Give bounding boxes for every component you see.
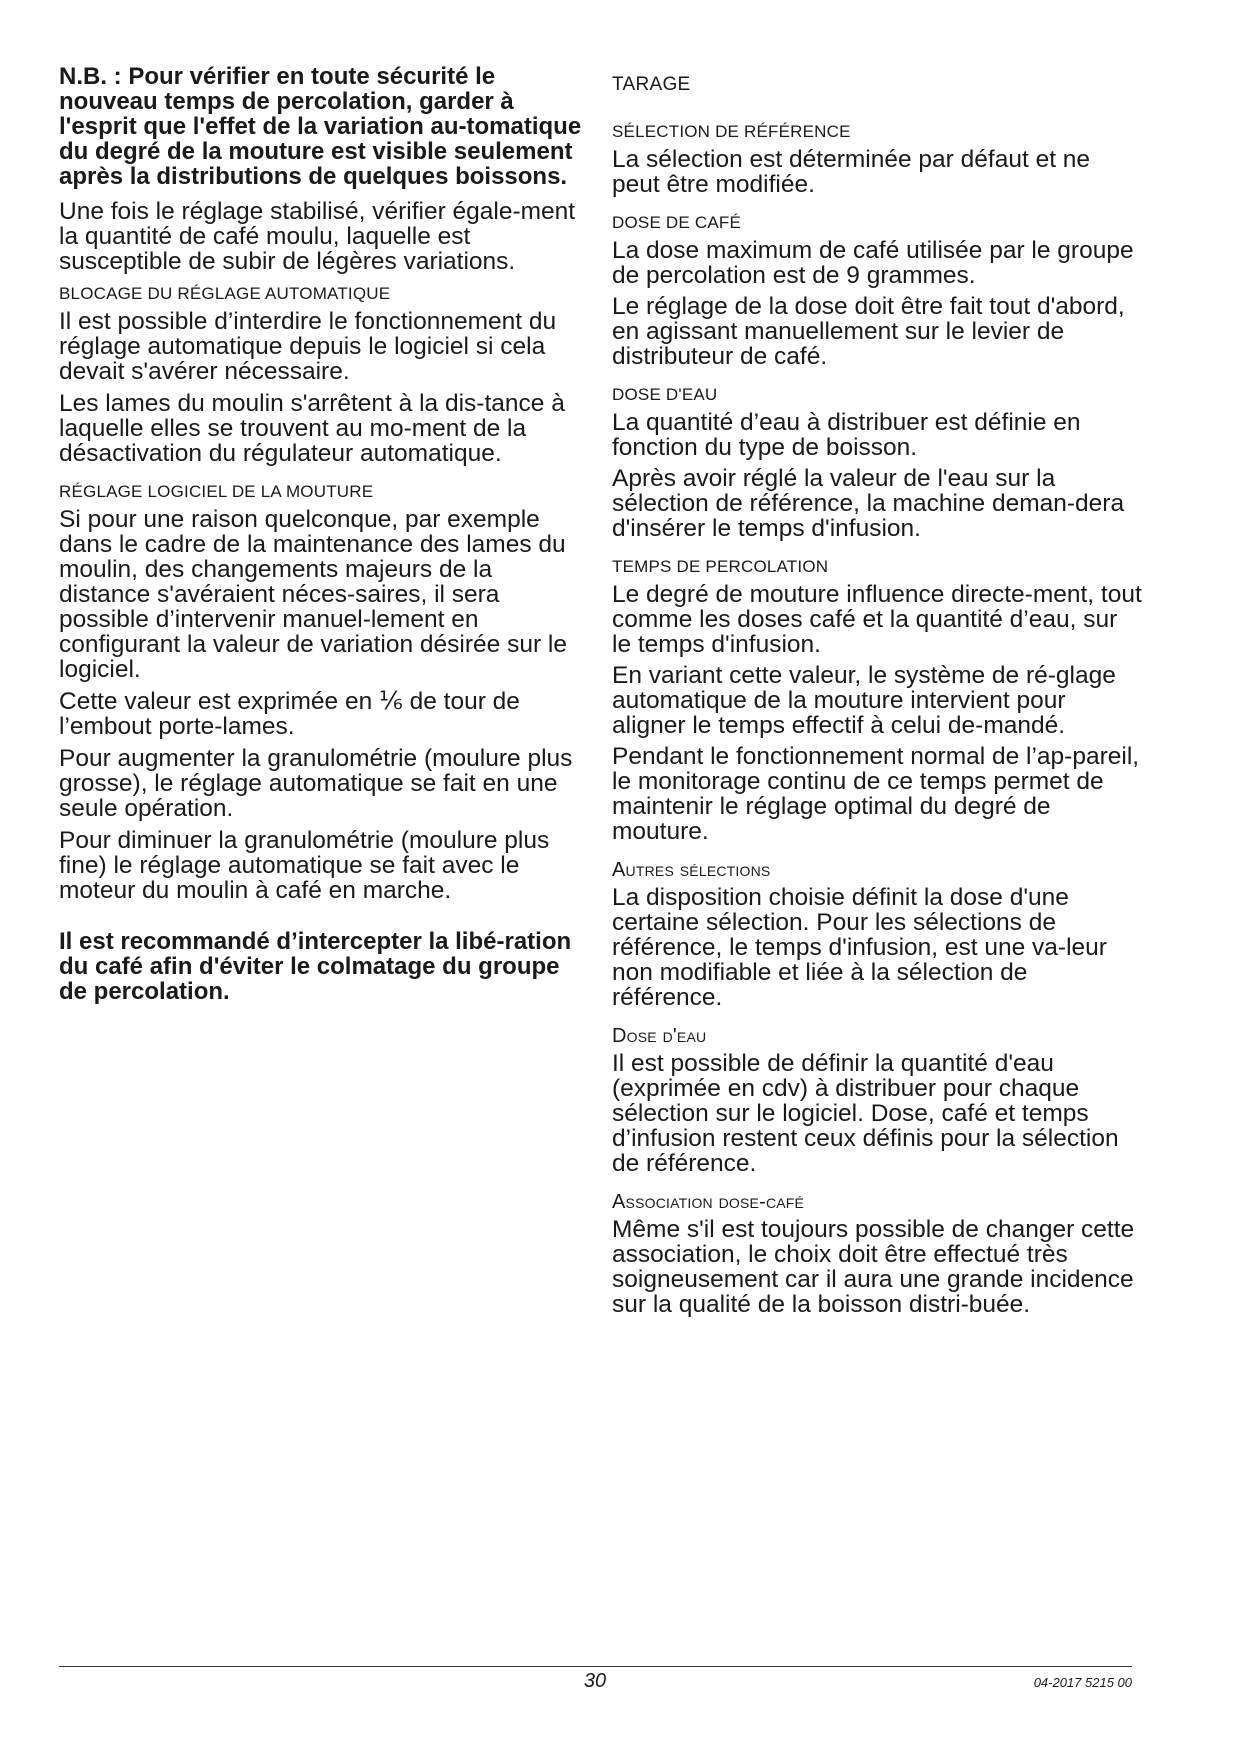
paragraph: Les lames du moulin s'arrêtent à la dis-tance à laquelle elles se trouvent au mo-ment de la désactivation du régulateur automatique. — [59, 390, 565, 467]
paragraph: Pour diminuer la granulométrie (moulure plus fine) le réglage automatique se fait avec le moteur du moulin à café en marche. — [59, 827, 550, 904]
left-column — [59, 64, 584, 1014]
paragraph: Le réglage de la dose doit être fait tout d'abord, en agissant manuellement sur le levier de distributeur de café. — [612, 293, 1125, 370]
section-heading: DOSE D'EAU — [612, 385, 718, 404]
section-heading: BLOCAGE DU RÉGLAGE AUTOMATIQUE — [59, 284, 391, 303]
section-heading: Association dose-café — [612, 1191, 805, 1213]
paragraph: La disposition choisie définit la dose d'une certaine sélection. Pour les sélections de référence, le temps d'infusion, est une va-leur non modifiable et liée à la sélection de référence. — [612, 884, 1107, 1011]
right-column — [612, 64, 1142, 1323]
document-code: 04-2017 5215 00 — [1033, 1675, 1132, 1690]
section-heading: Dose d'eau — [612, 1025, 707, 1047]
paragraph: Une fois le réglage stabilisé, vérifier égale-ment la quantité de café moulu, laquelle est susceptible de subir de légères variations. — [59, 198, 576, 275]
section-heading: SÉLECTION DE RÉFÉRENCE — [612, 122, 851, 141]
paragraph: Cette valeur est exprimée en ⅙ de tour de l’embout porte-lames. — [59, 688, 520, 740]
paragraph: Même s'il est toujours possible de changer cette association, le choix doit être effectué très soigneusement car il aura une grande incidence sur la qualité de la boisson distri-buée. — [612, 1216, 1135, 1318]
section-heading: TEMPS DE PERCOLATION — [612, 557, 829, 576]
paragraph: La sélection est déterminée par défaut et ne peut être modifiée. — [612, 146, 1091, 198]
paragraph: Le degré de mouture influence directe-ment, tout comme les doses café et la quantité d’eau, sur le temps d'infusion. — [612, 581, 1142, 658]
paragraph: Pour augmenter la granulométrie (moulure plus grosse), le réglage automatique se fait en une seule opération. — [59, 745, 573, 822]
section-heading: DOSE DE CAFÉ — [612, 213, 741, 232]
warning-note: Il est recommandé d’intercepter la libé-ration du café afin d'éviter le colmatage du groupe de percolation. — [59, 928, 572, 1005]
paragraph: Après avoir réglé la valeur de l'eau sur la sélection de référence, la machine deman-dera d'insérer le temps d'infusion. — [612, 465, 1125, 542]
main-heading: TARAGE — [612, 74, 691, 95]
paragraph: La dose maximum de café utilisée par le groupe de percolation est de 9 grammes. — [612, 237, 1134, 289]
paragraph: Il est possible d’interdire le fonctionnement du réglage automatique depuis le logiciel si cela devait s'avérer nécessaire. — [59, 308, 557, 385]
paragraph: Pendant le fonctionnement normal de l’ap-pareil, le monitorage continu de ce temps permet de maintenir le réglage optimal du degré de mouture. — [612, 743, 1140, 845]
nb-note: N.B. : Pour vérifier en toute sécurité le nouveau temps de percolation, garder à l'esprit que l'effet de la variation au-tomatique du degré de la mouture est visible seulement après la distributions de quelques boissons. — [59, 63, 582, 190]
footer-divider — [59, 1666, 1132, 1667]
paragraph: La quantité d’eau à distribuer est définie en fonction du type de boisson. — [612, 409, 1081, 461]
section-heading: Autres sélections — [612, 859, 771, 881]
paragraph: Il est possible de définir la quantité d'eau (exprimée en cdv) à distribuer pour chaque sélection sur le logiciel. Dose, café et temps d’infusion restent ceux définis pour la sélection de référence. — [612, 1050, 1119, 1177]
page-number: 30 — [583, 1670, 607, 1692]
paragraph: Si pour une raison quelconque, par exemple dans le cadre de la maintenance des lames du moulin, des changements majeurs de la distance s'avéraient néces-saires, il sera possible d’intervenir manuel-lement en configurant la valeur de variation désirée sur le logiciel. — [59, 506, 567, 683]
paragraph: En variant cette valeur, le système de ré-glage automatique de la mouture intervient pour aligner le temps effectif à celui de-mandé. — [612, 662, 1116, 739]
section-heading: RÉGLAGE LOGICIEL DE LA MOUTURE — [59, 482, 374, 501]
